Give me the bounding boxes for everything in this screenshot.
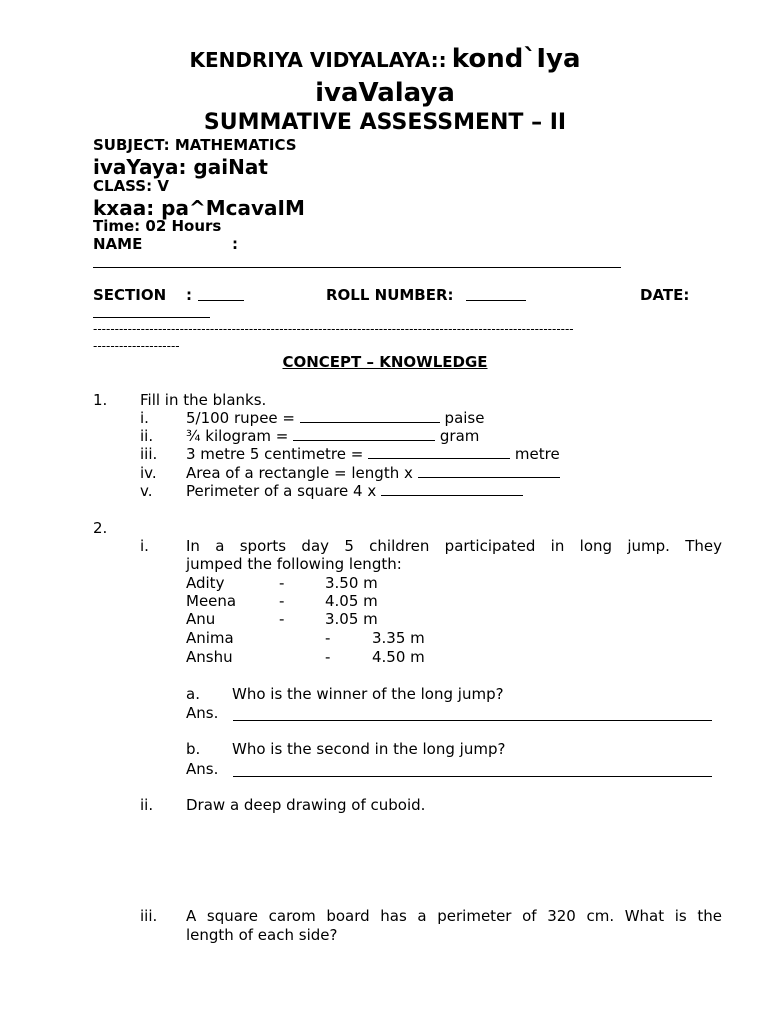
jump-name: Anshu (186, 648, 233, 666)
jump-value: 3.35 m (372, 629, 425, 647)
subject-hi: ivaYaya: gaiNat (93, 155, 268, 179)
q1-item-unit: gram (439, 427, 480, 445)
divider-line-1: --------------------------------------------------------------------------------------------------------------- (93, 322, 574, 336)
class-en: CLASS: V (93, 177, 169, 195)
section-answer-line (198, 300, 244, 301)
jump-value: 3.05 m (325, 610, 378, 628)
jump-name: Adity (186, 574, 225, 592)
jump-dash: - (325, 629, 331, 647)
q2-i-a-label: a. (186, 685, 200, 703)
q2-ii-num: ii. (140, 796, 154, 814)
jump-value: 4.50 m (372, 648, 425, 666)
jump-value: 3.50 m (325, 574, 378, 592)
q1-item-unit: metre (514, 445, 560, 463)
q2-i-num: i. (140, 537, 149, 555)
q1-item-num: i. (140, 409, 149, 427)
q1-item-num: v. (140, 482, 153, 500)
section-title-text: CONCEPT – KNOWLEDGE (282, 353, 488, 371)
roll-number-answer-line (466, 300, 526, 301)
name-colon: : (232, 235, 238, 253)
section-label: SECTION (93, 286, 167, 304)
jump-name: Anima (186, 629, 234, 647)
name-label: NAME (93, 235, 143, 253)
q1-blank-3[interactable] (368, 458, 510, 459)
name-answer-line (93, 267, 621, 268)
q1-item (186, 409, 484, 427)
q2-i-a-answer-line[interactable] (233, 720, 712, 721)
q2-iii-num: iii. (140, 907, 158, 925)
section-title (0, 353, 770, 371)
school-name-hi-1: kond`Iya (451, 44, 581, 74)
q1-item (186, 482, 523, 500)
q1-item-unit: paise (444, 409, 485, 427)
q2-iii-line-2: length of each side? (186, 926, 338, 944)
q1-item-text: ¾ kilogram = (186, 427, 289, 445)
q2-i-b-text: Who is the second in the long jump? (232, 740, 506, 758)
roll-number-label: ROLL NUMBER: (326, 286, 454, 304)
q2-number: 2. (93, 519, 108, 537)
q2-i-a-ans-label: Ans. (186, 704, 219, 722)
q1-item (186, 445, 560, 463)
q1-item-num: ii. (140, 427, 154, 445)
jump-dash: - (325, 648, 331, 666)
q2-i-b-ans-label: Ans. (186, 760, 219, 778)
jump-name: Anu (186, 610, 216, 628)
exam-title: SUMMATIVE ASSESSMENT – II (203, 110, 567, 135)
school-title (0, 44, 770, 74)
q2-i-line-2: jumped the following length: (186, 555, 402, 573)
q1-prompt: Fill in the blanks. (140, 391, 267, 409)
q2-i-b-answer-line[interactable] (233, 776, 712, 777)
q1-item-num: iv. (140, 464, 157, 482)
q1-blank-2[interactable] (293, 440, 435, 441)
date-label: DATE: (640, 286, 690, 304)
class-hi: kxaa: pa^McavaIM (93, 196, 305, 220)
q2-ii-text: Draw a deep drawing of cuboid. (186, 796, 426, 814)
q1-item (186, 427, 479, 445)
q1-number: 1. (93, 391, 108, 409)
jump-dash: - (279, 574, 285, 592)
q1-item-text: Area of a rectangle = length x (186, 464, 413, 482)
q1-item (186, 464, 560, 482)
subject-en: SUBJECT: MATHEMATICS (93, 136, 297, 154)
time-label: Time: 02 Hours (93, 217, 222, 235)
q2-i-line-1: In a sports day 5 children participated in long jump. They (186, 537, 722, 555)
school-name-en: KENDRIYA VIDYALAYA:: (189, 48, 447, 72)
jump-name: Meena (186, 592, 237, 610)
divider-line-2: -------------------- (93, 339, 180, 353)
q2-i-a-text: Who is the winner of the long jump? (232, 685, 504, 703)
q1-item-text: 5/100 rupee = (186, 409, 295, 427)
q2-i-b-label: b. (186, 740, 201, 758)
q1-item-text: Perimeter of a square 4 x (186, 482, 377, 500)
q1-item-text: 3 metre 5 centimetre = (186, 445, 364, 463)
q1-blank-5[interactable] (381, 495, 523, 496)
q1-blank-4[interactable] (418, 477, 560, 478)
section-colon: : (186, 286, 192, 304)
q1-item-num: iii. (140, 445, 158, 463)
jump-dash: - (279, 592, 285, 610)
jump-dash: - (279, 610, 285, 628)
q2-iii-line-1: A square carom board has a perimeter of 320 cm. What is the (186, 907, 722, 925)
q1-blank-1[interactable] (300, 422, 440, 423)
jump-value: 4.05 m (325, 592, 378, 610)
date-answer-line (93, 317, 210, 318)
school-name-hi-2: ivaValaya (315, 78, 455, 108)
